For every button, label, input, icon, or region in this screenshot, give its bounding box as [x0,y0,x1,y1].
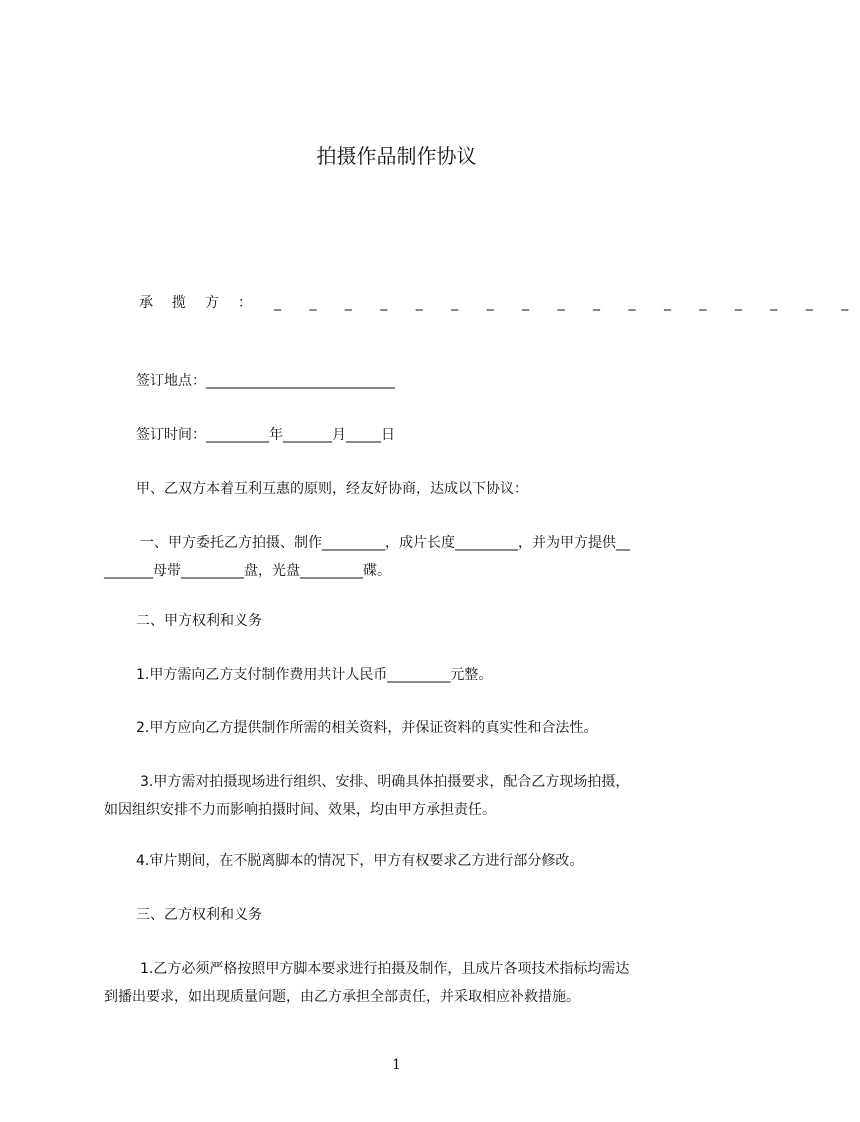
preamble: 甲、乙双方本着互利互惠的原则，经友好协商，达成以下协议： [136,481,528,497]
page-number: 1 [392,1057,401,1073]
section-2-item-2: 2.甲方应向乙方提供制作所需的相关资料，并保证资料的真实性和合法性。 [136,720,598,736]
section-3-heading: 三、乙方权利和义务 [136,907,262,923]
contractor-label: 承揽方： [139,295,271,311]
section-3-item-1-line-1: 1.乙方必须严格按照甲方脚本要求进行拍摄及制作，且成片各项技术指标均需达 [140,961,630,977]
document-title: 拍摄作品制作协议 [316,144,477,168]
section-2-heading: 二、甲方权利和义务 [136,613,262,629]
section-2-item-4: 4.审片期间，在不脱离脚本的情况下，甲方有权要求乙方进行部分修改。 [136,853,584,869]
sign-time: 签订时间：_________年_______月_____日 [136,427,395,443]
contractor-blank: _ _ _ _ _ _ _ _ _ _ _ _ _ _ _ _ _ [274,295,860,311]
section-3-item-1-line-2: 到播出要求，如出现质量问题，由乙方承担全部责任，并采取相应补救措施。 [104,989,580,1005]
section-2-item-3-line-1: 3.甲方需对拍摄现场进行组织、安排、明确具体拍摄要求，配合乙方现场拍摄， [140,774,630,790]
clause-1-line-1: 一、甲方委托乙方拍摄、制作_________，成片长度_________，并为甲方提供__ [140,535,630,551]
section-2-item-1: 1.甲方需向乙方支付制作费用共计人民币_________元整。 [136,667,493,683]
clause-1-line-2: _______母带_________盘，光盘_________碟。 [104,563,391,579]
sign-place: 签订地点：___________________________ [136,373,395,389]
section-2-item-3-line-2: 如因组织安排不力而影响拍摄时间、效果，均由甲方承担责任。 [104,802,496,818]
